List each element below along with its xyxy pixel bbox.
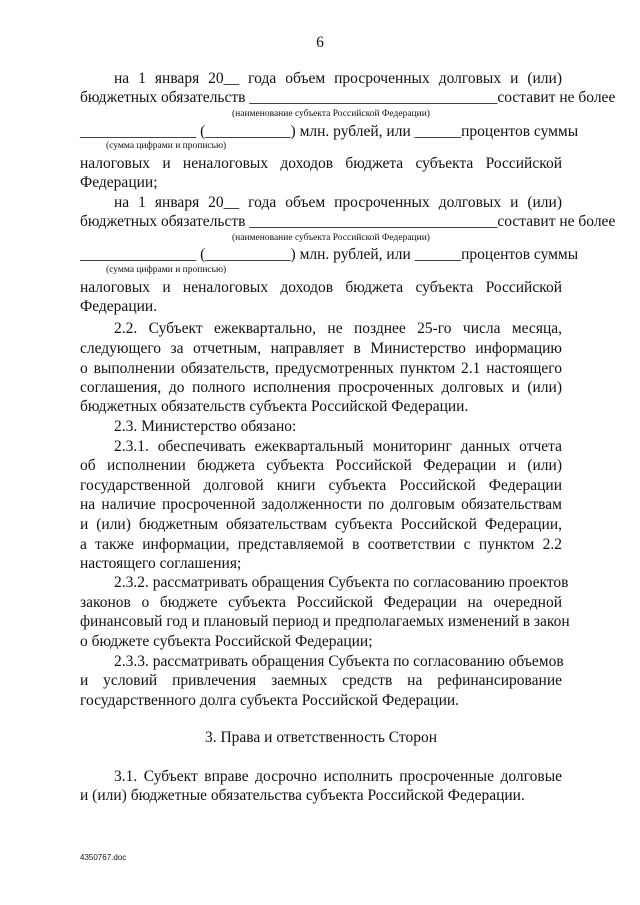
para-2-3-1-line: 2.3.1. обеспечивать ежеквартальный мониторинг данных отчета — [114, 438, 562, 455]
para-2-3-2-line: финансовый год и плановый период и предполагаемых изменений в закон — [80, 613, 570, 630]
block1-line-5: Федерации; — [80, 174, 158, 191]
para-2-2-line: о выполнении обязательств, предусмотренных пунктом 2.1 настоящего — [80, 360, 562, 377]
caption-subject-name: (наименование субъекта Российской Федерации) — [232, 233, 430, 243]
para-2-3-1-line: на наличие просроченной задолженности по долговым обязательствам — [80, 496, 562, 513]
para-2-3-1-line: а также информации, представляемой в соответствии с пунктом 2.2 — [80, 536, 562, 553]
para-2-3: 2.3. Министерство обязано: — [114, 418, 297, 435]
block1-line-2 — [80, 89, 616, 107]
block2-line-3-right: процентов суммы — [461, 246, 579, 263]
para-2-2-line: бюджетных обязательств субъекта Российской Федерации. — [80, 398, 469, 415]
para-2-3-3-line: и условий привлечения заемных средств на рефинансирование — [80, 672, 562, 689]
block1-line-1: на 1 января 20__ года объем просроченных долговых и (или) — [114, 70, 562, 87]
section-3-heading: 3. Права и ответственность Сторон — [204, 729, 438, 746]
para-2-2-line: следующего за отчетным, направляет в Министерство информацию — [80, 340, 562, 357]
para-2-3-1-line: об исполнении бюджета субъекта Российской Федерации и (или) — [80, 457, 562, 474]
block2-line-4: налоговых и неналоговых доходов бюджета субъекта Российской — [80, 279, 562, 296]
block2-line-1: на 1 января 20__ года объем просроченных долговых и (или) — [114, 194, 562, 211]
block1-line-3-right: процентов суммы — [461, 123, 579, 140]
block2-line-2-left: бюджетных обязательств ________________________________ — [80, 213, 498, 230]
block2-line-3-left: _______________ (___________) млн. рублей, или ______ — [80, 246, 462, 263]
para-2-2-line: 2.2. Субъект ежеквартально, не позднее 25-го числа месяца, — [114, 320, 562, 337]
page-number: 6 — [316, 34, 324, 51]
para-2-3-3-line: государственного долга субъекта Российской Федерации. — [80, 692, 460, 709]
para-2-3-1-line: и (или) бюджетным обязательствам субъекта Российской Федерации, — [80, 516, 562, 533]
caption-sum: (сумма цифрами и прописью) — [106, 141, 227, 151]
footer-filename: 4350767.doc — [80, 853, 127, 862]
caption-subject-name: (наименование субъекта Российской Федерации) — [232, 109, 430, 119]
block1-line-3 — [80, 123, 579, 141]
block1-line-4: налоговых и неналоговых доходов бюджета субъекта Российской — [80, 155, 562, 172]
block1-line-2-left: бюджетных обязательств ________________________________ — [80, 89, 498, 106]
para-3-1-line: и (или) бюджетные обязательства субъекта Российской Федерации. — [80, 787, 525, 804]
para-2-3-1-line: настоящего соглашения; — [80, 555, 242, 572]
caption-sum: (сумма цифрами и прописью) — [106, 265, 227, 275]
block2-line-3 — [80, 246, 579, 264]
block1-line-3-left: _______________ (___________) млн. рублей, или ______ — [80, 123, 462, 140]
para-2-3-2-line: законов о бюджете субъекта Российской Федерации на очередной — [80, 594, 562, 611]
block2-line-5: Федерации. — [80, 298, 158, 315]
para-2-3-3-line: 2.3.3. рассматривать обращения Субъекта по согласованию объемов — [114, 653, 564, 670]
para-2-3-2-line: 2.3.2. рассматривать обращения Субъекта по согласованию проектов — [114, 574, 569, 591]
block1-line-2-right: составит не более — [497, 89, 616, 106]
para-2-3-1-line: государственной долговой книги субъекта Российской Федерации — [80, 477, 562, 494]
para-2-2-line: соглашения, до полного исполнения просроченных долговых и (или) — [80, 379, 562, 396]
block2-line-2-right: составит не более — [497, 213, 616, 230]
para-3-1-line: 3.1. Субъект вправе досрочно исполнить просроченные долговые — [114, 768, 562, 785]
block2-line-2 — [80, 213, 616, 231]
para-2-3-2-line: о бюджете субъекта Российской Федерации; — [80, 633, 373, 650]
